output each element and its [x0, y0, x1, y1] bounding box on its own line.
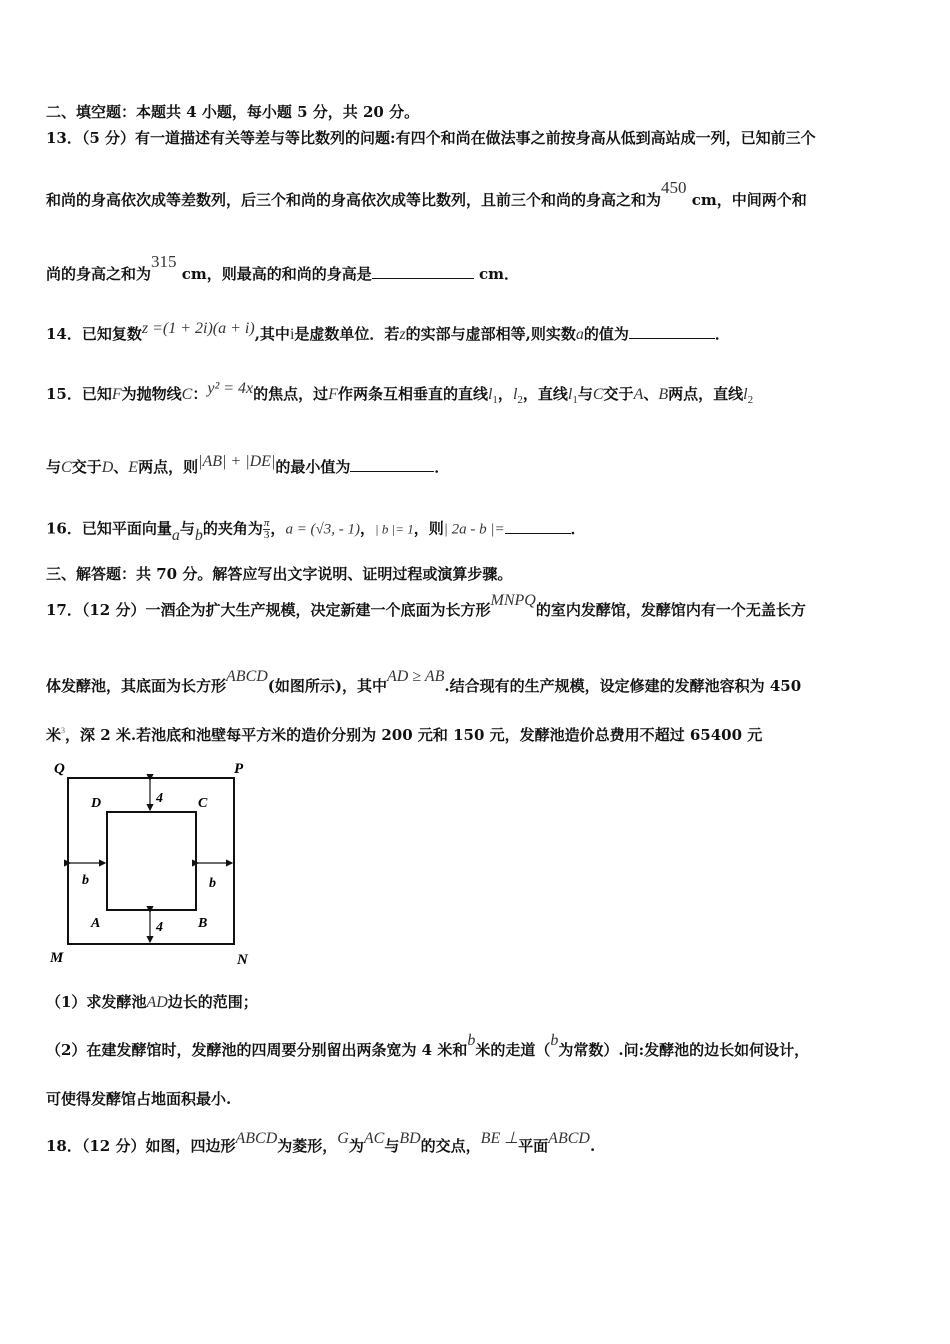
q17-part-2: （2）在建发酵馆时，发酵池的四周要分别留出两条宽为 4 米和b米的走道（b为常数）.问:发酵池的边长如何设计，	[46, 1032, 810, 1059]
q17-line-2: 体发酵池，其底面为长方形ABCD(如图所示)，其中AD ≥ AB.结合现有的生产规模，设定修建的发酵池容积为 450	[46, 668, 802, 695]
q16-norm-b: | b |= 1	[375, 521, 414, 537]
label-d: D	[91, 796, 102, 811]
q13-line-1: 13．（5 分）有一道描述有关等差与等比数列的问题:有四个和尚在做法事之前按身高从低到高站成一列，已知前三个	[46, 129, 816, 147]
q17-part-2-cont: 可使得发酵馆占地面积最小.	[46, 1090, 232, 1108]
q15-line-2: 与C交于D、E两点，则|AB| + |DE|的最小值为 ．	[46, 453, 450, 476]
label-b: B	[198, 916, 208, 931]
q14-formula: z =(1 + 2i)(a + i)	[141, 320, 255, 337]
label-top-gap: 4	[156, 791, 163, 806]
q17-inequality: AD ≥ AB	[387, 668, 445, 685]
q17-line-3: 米$^3$，深 2 米.若池底和池壁每平方米的造价分别为 200 元和 150 元，发酵池造价总费用不超过 65400 元	[46, 726, 763, 744]
q15-answer-blank	[350, 457, 434, 472]
label-right-gap: b	[209, 876, 216, 891]
q15-line-1: 15．已知F为抛物线C：y² = 4x的焦点，过F作两条互相垂直的直线$l_1$，$l_2$，直线$l_1$与C交于A、B两点，直线$l_2$	[46, 380, 754, 406]
q16-expression: | 2a - b |=	[443, 521, 505, 538]
label-left-gap: b	[82, 873, 89, 888]
section-3-title: 三、解答题：共 70 分。解答应写出文字说明、证明过程或演算步骤。	[46, 565, 513, 583]
section-2-title: 二、填空题：本题共 4 小题，每小题 5 分，共 20 分。	[46, 103, 420, 121]
q13-answer-blank	[372, 264, 474, 279]
q16-angle-fraction: $\frac{\pi}{3}$	[263, 517, 270, 541]
q16-answer-blank	[505, 524, 571, 534]
q15-parabola-equation: y² = 4x	[207, 380, 254, 397]
q13-sum-middle: 315	[151, 252, 177, 271]
label-bottom-gap: 4	[156, 920, 163, 935]
q13-line-2: 和尚的身高依次成等差数列，后三个和尚的身高依次成等比数列，且前三个和尚的身高之和为450 cm，中间两个和	[46, 178, 807, 209]
q17-part-1: （1）求发酵池AD边长的范围；	[46, 993, 258, 1011]
label-q: Q	[54, 761, 65, 777]
q13-sum-three: 450	[661, 178, 687, 197]
q17-line-1: 17．（12 分）一酒企为扩大生产规模，决定新建一个底面为长方形MNPQ的室内发酵馆，发酵馆内有一个无盖长方	[46, 592, 806, 619]
label-m: M	[50, 950, 64, 966]
q13-line-3: 尚的身高之和为315 cm，则最高的和尚的身高是 cm．	[46, 252, 519, 283]
q16-vector-a: a = (√3, - 1)	[285, 521, 361, 538]
label-p: P	[234, 761, 244, 777]
q18-line: 18．（12 分）如图，四边形ABCD为菱形，G为AC与BD的交点，BE ⊥平面ABCD.	[46, 1130, 596, 1155]
label-c: C	[198, 796, 208, 811]
q16-line: 16．已知平面向量a与b的夹角为 $\frac{\pi}{3}$ ，a = (√3, - 1)，| b |= 1，则| 2a - b |= ．	[46, 517, 586, 544]
q15-expression: |AB| + |DE|	[198, 453, 276, 470]
q14-line: 14．已知复数z =(1 + 2i)(a + i),其中i是虚数单位．若z的实部与虚部相等,则实数a的值为 ．	[46, 320, 730, 343]
q17-figure	[44, 756, 264, 972]
q14-answer-blank	[629, 324, 715, 339]
label-n: N	[237, 952, 248, 968]
inner-rect-abcd	[107, 812, 196, 910]
label-a: A	[91, 916, 101, 931]
